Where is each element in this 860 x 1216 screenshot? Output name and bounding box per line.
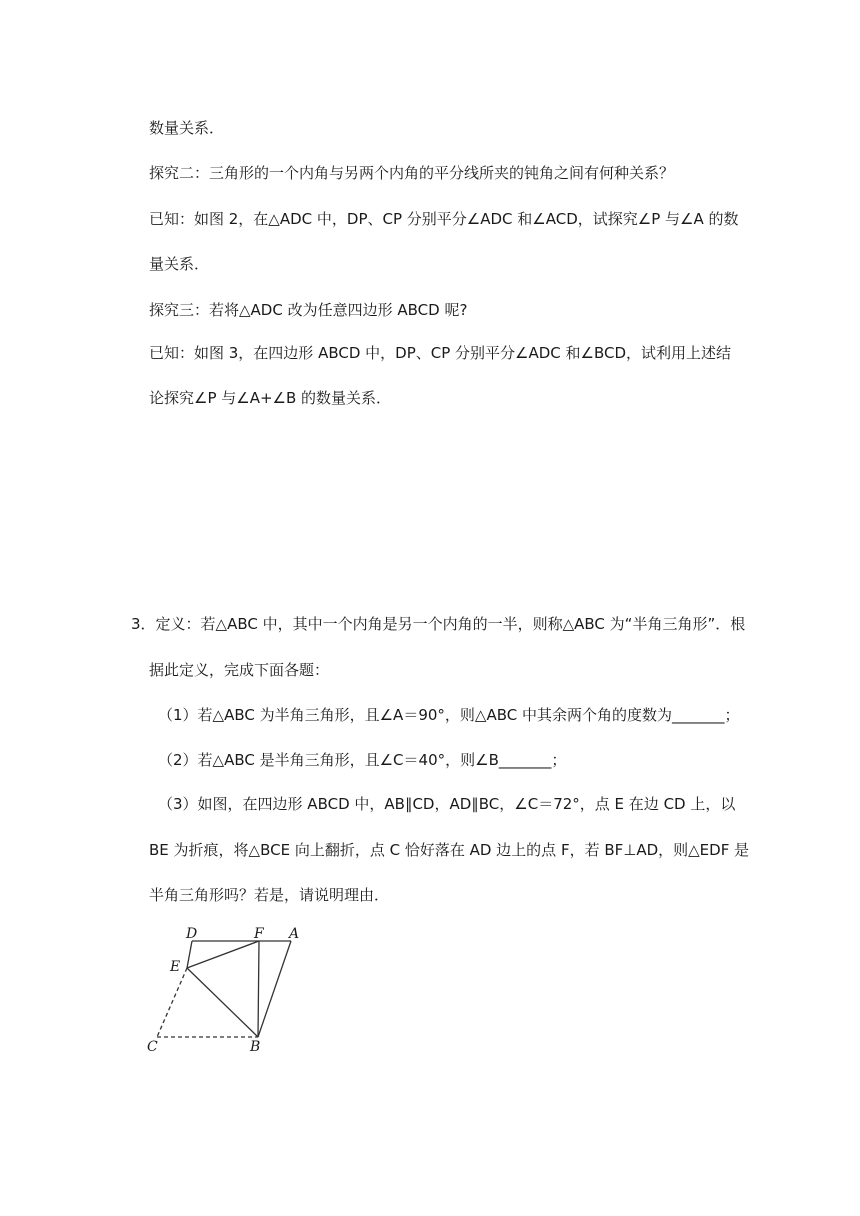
sub-question-1: （1）若△ABC 为半角三角形，且∠A＝90°，则△ABC 中其余两个角的度数为_______； [158, 706, 740, 724]
text-line-7: 论探究∠P 与∠A+∠B 的数量关系． [149, 389, 392, 407]
edge-EB [187, 968, 258, 1037]
label-B: B [250, 1039, 261, 1055]
geometry-figure [140, 920, 320, 1060]
edge-FB [258, 941, 259, 1037]
sub-question-2: （2）若△ABC 是半角三角形，且∠C＝40°，则∠B_______； [158, 751, 567, 769]
text-line-13: BE 为折痕，将△BCE 向上翻折，点 C 恰好落在 AD 边上的点 F，若 BF⊥AD，则△EDF 是 [149, 841, 750, 859]
label-A: A [289, 926, 300, 942]
problem-3-definition: 3．定义：若△ABC 中，其中一个内角是另一个内角的一半，则称△ABC 为“半角三角形”．根 [131, 615, 746, 633]
edge-AB [258, 941, 291, 1037]
text-line-6: 已知：如图 3，在四边形 ABCD 中，DP、CP 分别平分∠ADC 和∠BCD，试利用上述结 [149, 344, 732, 362]
text-line-1: 数量关系． [149, 119, 225, 137]
edge-EF [187, 941, 259, 968]
text-line-2: 探究二：三角形的一个内角与另两个内角的平分线所夹的钝角之间有何种关系？ [149, 164, 675, 182]
label-C: C [147, 1039, 158, 1055]
edge-EC-dashed [157, 968, 187, 1037]
label-E: E [170, 959, 181, 975]
edge-DE [187, 941, 192, 968]
text-line-9: 据此定义，完成下面各题： [149, 661, 330, 679]
label-F: F [254, 926, 264, 942]
sub-question-3: （3）如图，在四边形 ABCD 中，AB∥CD，AD∥BC，∠C＝72°，点 E 在边 CD 上，以 [158, 795, 736, 813]
text-line-4: 量关系． [149, 255, 210, 273]
label-D: D [186, 926, 198, 942]
text-line-14: 半角三角形吗？若是，请说明理由． [149, 886, 390, 904]
text-line-5: 探究三：若将△ADC 改为任意四边形 ABCD 呢? [149, 301, 468, 319]
text-line-3: 已知：如图 2，在△ADC 中，DP、CP 分别平分∠ADC 和∠ACD，试探究∠P 与∠A 的数 [149, 210, 739, 228]
